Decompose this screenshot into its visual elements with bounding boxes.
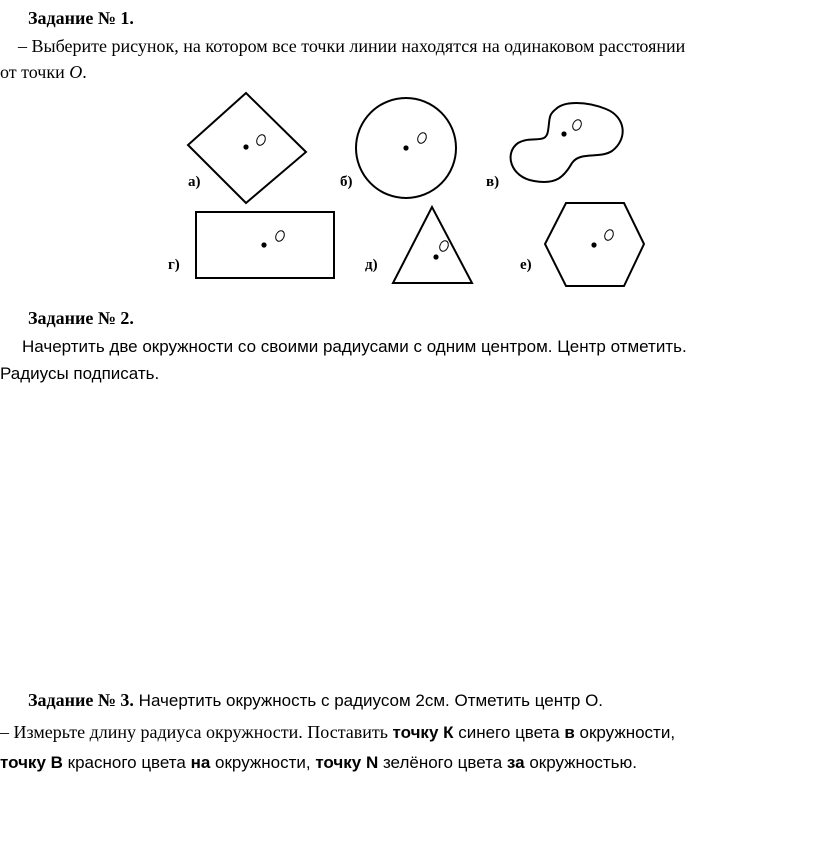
o-label-mark — [438, 239, 450, 252]
task3-line3-b: красного цвета — [62, 753, 191, 772]
task2-line2: Радиусы подписать. — [0, 364, 160, 383]
task3-line3 — [0, 753, 637, 773]
center-dot — [561, 131, 566, 136]
task1-heading: Задание № 1. — [28, 8, 134, 28]
point-k-text: точку К — [392, 723, 454, 742]
figure-blob — [486, 103, 623, 190]
point-b-text: точку В — [0, 753, 63, 772]
figure-label: в) — [486, 174, 500, 190]
figure-label: а) — [188, 174, 201, 190]
figure-triangle — [365, 207, 472, 283]
inside-word: в — [564, 723, 575, 742]
o-label-mark — [416, 131, 428, 144]
on-word: на — [190, 753, 211, 772]
task1-line2-suffix: . — [82, 62, 87, 82]
task2-line1: Начертить две окружности со своими радиусами с одним центром. Центр отметить. — [22, 337, 687, 356]
figure-hexagon — [520, 203, 644, 286]
figure-label: д) — [365, 257, 378, 273]
o-label-mark — [571, 118, 583, 131]
point-o-label: О — [69, 62, 83, 82]
o-label-mark — [274, 229, 286, 242]
task3-line1 — [28, 690, 603, 711]
task3-line2-c: синего цвета — [453, 723, 565, 742]
center-dot — [403, 145, 408, 150]
task3-line2-e: окружности, — [574, 723, 676, 742]
figure-label: е) — [520, 257, 532, 273]
figures-panel — [160, 85, 660, 295]
task1-question-line1: – Выберите рисунок, на котором все точки линии находятся на одинаковом расстоянии — [18, 36, 686, 56]
figure-label: б) — [340, 174, 353, 190]
center-dot — [433, 254, 438, 259]
o-label-mark — [255, 133, 267, 146]
outside-word: за — [506, 753, 525, 772]
figure-label: г) — [168, 257, 180, 273]
task1-line2-prefix: от точки — [0, 62, 70, 82]
task3-line2 — [0, 722, 675, 743]
center-dot — [591, 242, 596, 247]
task3-intro: Начертить окружность с радиусом 2см. Отметить центр О. — [133, 691, 604, 710]
figure-circle — [340, 98, 456, 198]
figure-rectangle — [168, 212, 334, 278]
task3-line3-f: зелёного цвета — [378, 753, 507, 772]
center-dot — [243, 144, 248, 149]
task3-heading: Задание № 3. — [28, 690, 134, 710]
task3-line3-h: окружностью. — [524, 753, 638, 772]
point-n-text: точку N — [315, 753, 379, 772]
o-label-mark — [603, 228, 615, 241]
task3-line3-d: окружности, — [210, 753, 316, 772]
task2-heading: Задание № 2. — [28, 308, 134, 328]
task3-line2-a: – Измерьте длину радиуса окружности. Поставить — [0, 722, 393, 742]
figure-diamond — [188, 93, 306, 203]
task1-question-line2 — [0, 62, 87, 83]
center-dot — [261, 242, 266, 247]
